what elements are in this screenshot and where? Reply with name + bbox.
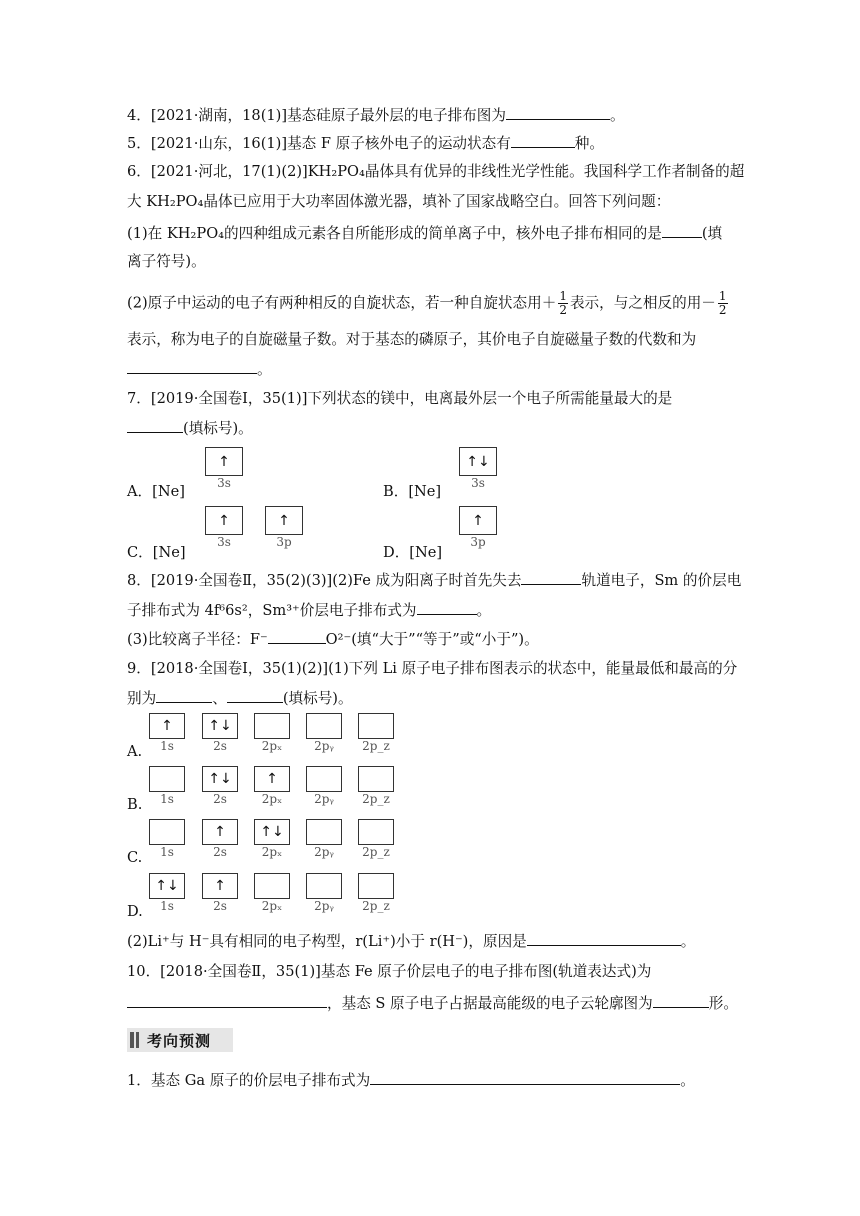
orbital-label: 2pₓ	[261, 792, 283, 806]
orbital-box	[306, 873, 342, 899]
orbital-label: 3s	[217, 535, 231, 549]
electron-arrow-icon	[359, 874, 393, 898]
arrow-up-icon: ↑	[218, 453, 230, 470]
electron-arrow-icon	[307, 820, 341, 844]
orbital-box	[254, 819, 290, 845]
orbital-box	[265, 506, 303, 535]
q7-end: (填标号)。	[183, 420, 253, 437]
fraction-half	[718, 290, 728, 317]
question-10-line1: 10．[2018·全国卷Ⅱ，35(1)]基态 Fe 原子价层电子的电子排布图(轨道表达式)为	[127, 963, 652, 980]
q7-option-a-label: A．[Ne]	[127, 483, 185, 500]
answer-blank[interactable]	[511, 133, 575, 148]
q9-option-label: A.	[127, 743, 143, 760]
frac-num: 1	[559, 289, 567, 303]
q8-text1b: 轨道电子，Sm 的价层电	[581, 572, 742, 589]
question-10-line2	[127, 993, 738, 1014]
orbital-label: 3p	[470, 535, 486, 549]
orbital-label: 2pᵧ	[314, 739, 334, 753]
arrow-up-icon: ↑	[472, 512, 484, 529]
orbital-label: 2p_z	[362, 739, 390, 753]
q9-text2c: (填标号)。	[282, 690, 353, 707]
orbital-box	[202, 713, 238, 739]
orbital-box	[149, 819, 185, 845]
question-6-line1: 6．[2021·河北，17(1)(2)]KH₂PO₄晶体具有优异的非线性光学性能。我国科学工作者制备的超	[127, 163, 745, 180]
orbital-box	[205, 506, 243, 535]
orbital-box	[254, 766, 290, 792]
q7-option-c-label: C．[Ne]	[127, 544, 186, 561]
electron-arrow-icon	[307, 714, 341, 738]
answer-blank[interactable]	[127, 993, 327, 1008]
orbital-box	[358, 873, 394, 899]
question-6-line4: 离子符号)。	[127, 253, 206, 270]
orbital-box	[202, 819, 238, 845]
orbital-box	[358, 713, 394, 739]
orbital-label: 2pₓ	[261, 899, 283, 913]
question-6-line2: 大 KH₂PO₄晶体已应用于大功率固体激光器，填补了国家战略空白。回答下列问题：	[127, 193, 671, 210]
q6-part2-mid: 表示，与之相反的用－	[569, 294, 716, 312]
answer-blank[interactable]	[527, 931, 681, 946]
arrow-up-icon: ↑	[218, 512, 230, 529]
electron-arrow-icon	[150, 767, 184, 791]
electron-arrow-icon: ↑↓	[208, 771, 232, 787]
q10-end: 形。	[708, 995, 738, 1012]
answer-blank[interactable]	[370, 1070, 680, 1085]
question-8-line3	[127, 629, 539, 650]
orbital-label: 2s	[213, 792, 227, 806]
electron-arrow-icon	[359, 767, 393, 791]
orbital-box	[202, 873, 238, 899]
orbital-label: 1s	[160, 739, 174, 753]
question-7-line1: 7．[2019·全国卷Ⅰ，35(1)]下列状态的镁中，电离最外层一个电子所需能量最大的是	[127, 390, 673, 407]
q4-end: 。	[609, 107, 625, 124]
orbital-box	[202, 766, 238, 792]
orbital-box	[306, 766, 342, 792]
orbital-box	[254, 713, 290, 739]
answer-blank[interactable]	[156, 688, 212, 703]
p1-text: 1．基态 Ga 原子的价层电子排布式为	[127, 1072, 371, 1089]
orbital-box	[149, 713, 185, 739]
electron-arrow-icon	[359, 820, 393, 844]
orbital-box	[459, 506, 497, 535]
electron-arrow-icon	[307, 874, 341, 898]
electron-arrow-icon: ↑	[214, 824, 226, 840]
answer-blank[interactable]	[653, 993, 709, 1008]
electron-arrow-icon: ↑↓	[155, 878, 179, 894]
section-marker-icon	[136, 1032, 139, 1048]
orbital-label: 2pᵧ	[314, 899, 334, 913]
q6-end: 。	[257, 361, 272, 378]
orbital-box	[306, 713, 342, 739]
q4-text: 4．[2021·湖南，18(1)]基态硅原子最外层的电子排布图为	[127, 107, 506, 124]
q9-option-label: D.	[127, 903, 143, 920]
orbital-box	[358, 819, 394, 845]
frac-den: 2	[559, 303, 567, 317]
electron-arrow-icon: ↑	[161, 718, 173, 734]
electron-arrow-icon: ↑↓	[208, 718, 232, 734]
orbital-label: 2p_z	[362, 899, 390, 913]
q8-text2b: 。	[476, 602, 492, 619]
orbital-label: 1s	[160, 792, 174, 806]
orbital-label: 2s	[213, 899, 227, 913]
q9-option-label: C.	[127, 849, 143, 866]
orbital-label: 2pᵧ	[314, 792, 334, 806]
answer-blank[interactable]	[227, 688, 283, 703]
q8-text3b: O²⁻(填“大于”“等于”或“小于”)。	[325, 631, 539, 648]
orbital-box	[306, 819, 342, 845]
q9-end: 。	[680, 933, 696, 950]
orbital-box	[358, 766, 394, 792]
orbital-box	[205, 447, 243, 476]
frac-den: 2	[718, 303, 727, 317]
orbital-label: 2s	[213, 845, 227, 859]
answer-blank[interactable]	[662, 223, 702, 238]
section-header	[127, 1028, 233, 1052]
q6-part2-text: (2)原子中运动的电子有两种相反的自旋状态，若一种自旋状态用＋	[127, 294, 557, 312]
orbital-label: 3s	[471, 476, 485, 490]
orbital-label: 2p_z	[362, 792, 390, 806]
orbital-label: 2pᵧ	[314, 845, 334, 859]
frac-num: 1	[718, 289, 727, 303]
q6-part1-text: (1)在 KH₂PO₄的四种组成元素各自所能形成的简单离子中，核外电子排布相同的是	[127, 225, 662, 242]
q8-text3: (3)比较离子半径：F⁻	[127, 631, 268, 648]
section-title: 考向预测	[147, 1032, 212, 1050]
electron-arrow-icon	[307, 767, 341, 791]
section-marker-icon	[130, 1032, 134, 1048]
orbital-label: 2s	[213, 739, 227, 753]
question-9-line1: 9．[2018·全国卷Ⅰ，35(1)(2)](1)下列 Li 原子电子排布图表示的状态中，能量最低和最高的分	[127, 660, 738, 677]
question-4	[127, 105, 625, 126]
question-9-line3	[127, 931, 695, 952]
p1-end: 。	[680, 1072, 695, 1089]
orbital-label: 1s	[160, 845, 174, 859]
q9-option-label: B.	[127, 796, 143, 813]
answer-blank[interactable]	[417, 600, 477, 615]
answer-blank[interactable]	[127, 359, 257, 374]
electron-arrow-icon	[255, 714, 289, 738]
orbital-box	[149, 766, 185, 792]
question-8-line2	[127, 600, 491, 621]
question-6-line7	[127, 359, 272, 380]
electron-arrow-icon	[150, 820, 184, 844]
question-7-line2	[127, 418, 253, 439]
question-6-line6: 表示，称为电子的自旋磁量子数。对于基态的磷原子，其价电子自旋磁量子数的代数和为	[127, 331, 697, 348]
orbital-box	[254, 873, 290, 899]
orbital-label: 3s	[217, 476, 231, 490]
answer-blank[interactable]	[268, 629, 326, 644]
q8-text2: 子排布式为 4f⁶6s²，Sm³⁺价层电子排布式为	[127, 602, 417, 619]
q6-part1-end: (填	[701, 225, 723, 242]
prediction-1	[127, 1070, 695, 1091]
electron-arrow-icon: ↑	[214, 878, 226, 894]
electron-arrow-icon	[359, 714, 393, 738]
orbital-label: 2pₓ	[261, 845, 283, 859]
orbital-label: 2p_z	[362, 845, 390, 859]
q7-option-d-label: D．[Ne]	[383, 544, 443, 561]
question-6-line3	[127, 223, 722, 244]
q7-option-b-label: B．[Ne]	[383, 483, 442, 500]
orbital-box	[459, 447, 497, 476]
orbital-label: 2pₓ	[261, 739, 283, 753]
arrow-pair-icon: ↑↓	[466, 453, 490, 470]
question-5	[127, 133, 604, 154]
fraction-half	[558, 290, 568, 317]
q9-text3: (2)Li⁺与 H⁻具有相同的电子构型，r(Li⁺)小于 r(H⁻)，原因是	[127, 933, 527, 950]
q9-sep: 、	[212, 690, 227, 707]
q5-text: 5．[2021·山东，16(1)]基态 F 原子核外电子的运动状态有	[127, 135, 511, 152]
question-9-line2	[127, 688, 353, 709]
answer-blank[interactable]	[521, 570, 581, 585]
q10-text2: ，基态 S 原子电子占据最高能级的电子云轮廓图为	[327, 995, 653, 1012]
q8-text1: 8．[2019·全国卷Ⅱ，35(2)(3)](2)Fe 成为阳离子时首先失去	[127, 572, 522, 589]
answer-blank[interactable]	[506, 105, 610, 120]
question-6-line5	[127, 290, 730, 317]
electron-arrow-icon: ↑	[266, 771, 278, 787]
q5-end: 种。	[574, 135, 604, 152]
electron-arrow-icon	[255, 874, 289, 898]
answer-blank[interactable]	[127, 418, 183, 433]
arrow-up-icon: ↑	[278, 512, 290, 529]
orbital-box	[149, 873, 185, 899]
orbital-label: 3p	[276, 535, 292, 549]
q9-text2a: 别为	[127, 690, 157, 707]
question-8-line1	[127, 570, 741, 591]
orbital-label: 1s	[160, 899, 174, 913]
electron-arrow-icon: ↑↓	[260, 824, 284, 840]
